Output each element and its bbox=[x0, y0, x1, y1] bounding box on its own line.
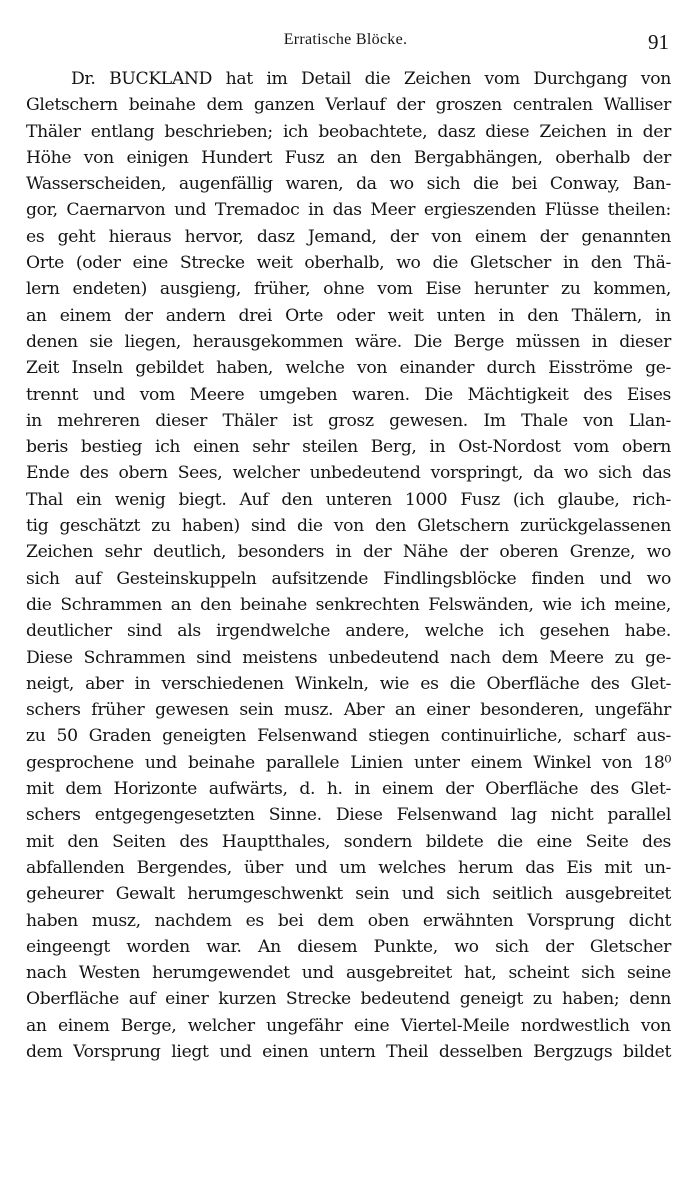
text-line: in mehreren dieser Thäler ist grosz gewesen. Im Thale von Llan- bbox=[26, 410, 671, 431]
text-line: an einem Berge, welcher ungefähr eine Viertel-Meile nordwestlich von bbox=[26, 1015, 671, 1036]
running-head bbox=[0, 28, 691, 52]
text-line: es geht hieraus hervor, dasz Jemand, der von einem der genannten bbox=[26, 226, 671, 247]
text-line: Thäler entlang beschrieben; ich beobachtete, dasz diese Zeichen in der bbox=[26, 121, 671, 142]
text-line: dem Vorsprung liegt und einen untern Theil desselben Bergzugs bildet bbox=[26, 1041, 671, 1062]
text-line: mit dem Horizonte aufwärts, d. h. in einem der Oberfläche des Glet- bbox=[26, 779, 671, 800]
text-line: trennt und vom Meere umgeben waren. Die Mächtigkeit des Eises bbox=[26, 384, 671, 405]
text-line: Orte (oder eine Strecke weit oberhalb, wo die Gletscher in den Thä- bbox=[26, 253, 671, 274]
text-line: Thal ein wenig biegt. Auf den unteren 1000 Fusz (ich glaube, rich- bbox=[26, 489, 671, 510]
text-line: Diese Schrammen sind meistens unbedeutend nach dem Meere zu ge- bbox=[26, 647, 671, 668]
text-line: abfallenden Bergendes, über und um welches herum das Eis mit un- bbox=[26, 857, 671, 878]
text-line: sich auf Gesteinskuppeln aufsitzende Findlingsblöcke finden und wo bbox=[26, 568, 671, 589]
text-line: schers entgegengesetzten Sinne. Diese Felsenwand lag nicht parallel bbox=[26, 805, 671, 826]
text-line: neigt, aber in verschiedenen Winkeln, wie es die Oberfläche des Glet- bbox=[26, 673, 671, 694]
text-line: mit den Seiten des Hauptthales, sondern bildete die eine Seite des bbox=[26, 831, 671, 852]
text-line: Dr. BUCKLAND hat im Detail die Zeichen vom Durchgang von bbox=[71, 69, 671, 89]
text-line: lern endeten) ausgieng, früher, ohne vom Eise herunter zu kommen, bbox=[26, 279, 671, 300]
body-text bbox=[26, 66, 671, 1065]
text-line: Zeit Inseln gebildet haben, welche von einander durch Eisströme ge- bbox=[26, 358, 671, 379]
text-line: Gletschern beinahe dem ganzen Verlauf der groszen centralen Walliser bbox=[26, 95, 671, 116]
running-title: Erratische Blöcke. bbox=[283, 31, 408, 48]
text-line: deutlicher sind als irgendwelche andere, welche ich gesehen habe. bbox=[26, 621, 671, 642]
text-line: Wasserscheiden, augenfällig waren, da wo sich die bei Conway, Ban- bbox=[26, 174, 671, 195]
text-line: an einem der andern drei Orte oder weit unten in den Thälern, in bbox=[26, 305, 671, 326]
page-number: 91 bbox=[648, 30, 669, 54]
text-line: haben musz, nachdem es bei dem oben erwähnten Vorsprung dicht bbox=[26, 910, 671, 931]
text-line: geheurer Gewalt herumgeschwenkt sein und sich seitlich ausgebreitet bbox=[26, 884, 671, 905]
text-line: beris bestieg ich einen sehr steilen Berg, in Ost-Nordost vom obern bbox=[26, 437, 671, 458]
text-line: Oberfläche auf einer kurzen Strecke bedeutend geneigt zu haben; denn bbox=[26, 989, 671, 1010]
text-line: Zeichen sehr deutlich, besonders in der Nähe der oberen Grenze, wo bbox=[26, 542, 671, 563]
text-line: denen sie liegen, herausgekommen wäre. Die Berge müssen in dieser bbox=[26, 331, 671, 352]
text-line: zu 50 Graden geneigten Felsenwand stiegen continuirliche, scharf aus- bbox=[26, 726, 671, 747]
text-line: gor, Caernarvon und Tremadoc in das Meer ergieszenden Flüsse theilen: bbox=[26, 200, 671, 221]
text-line: Ende des obern Sees, welcher unbedeutend vorspringt, da wo sich das bbox=[26, 463, 671, 484]
text-line: Höhe von einigen Hundert Fusz an den Bergabhängen, oberhalb der bbox=[26, 147, 671, 168]
text-line: die Schrammen an den beinahe senkrechten Felswänden, wie ich meine, bbox=[26, 594, 671, 615]
text-line: eingeengt worden war. An diesem Punkte, wo sich der Gletscher bbox=[26, 936, 671, 957]
text-line: nach Westen herumgewendet und ausgebreitet hat, scheint sich seine bbox=[26, 963, 671, 984]
text-line: schers früher gewesen sein musz. Aber an einer besonderen, ungefähr bbox=[26, 700, 671, 721]
text-line: tig geschätzt zu haben) sind die von den Gletschern zurückgelassenen bbox=[26, 516, 671, 537]
text-line: gesprochene und beinahe parallele Linien unter einem Winkel von 18⁰ bbox=[26, 752, 671, 773]
